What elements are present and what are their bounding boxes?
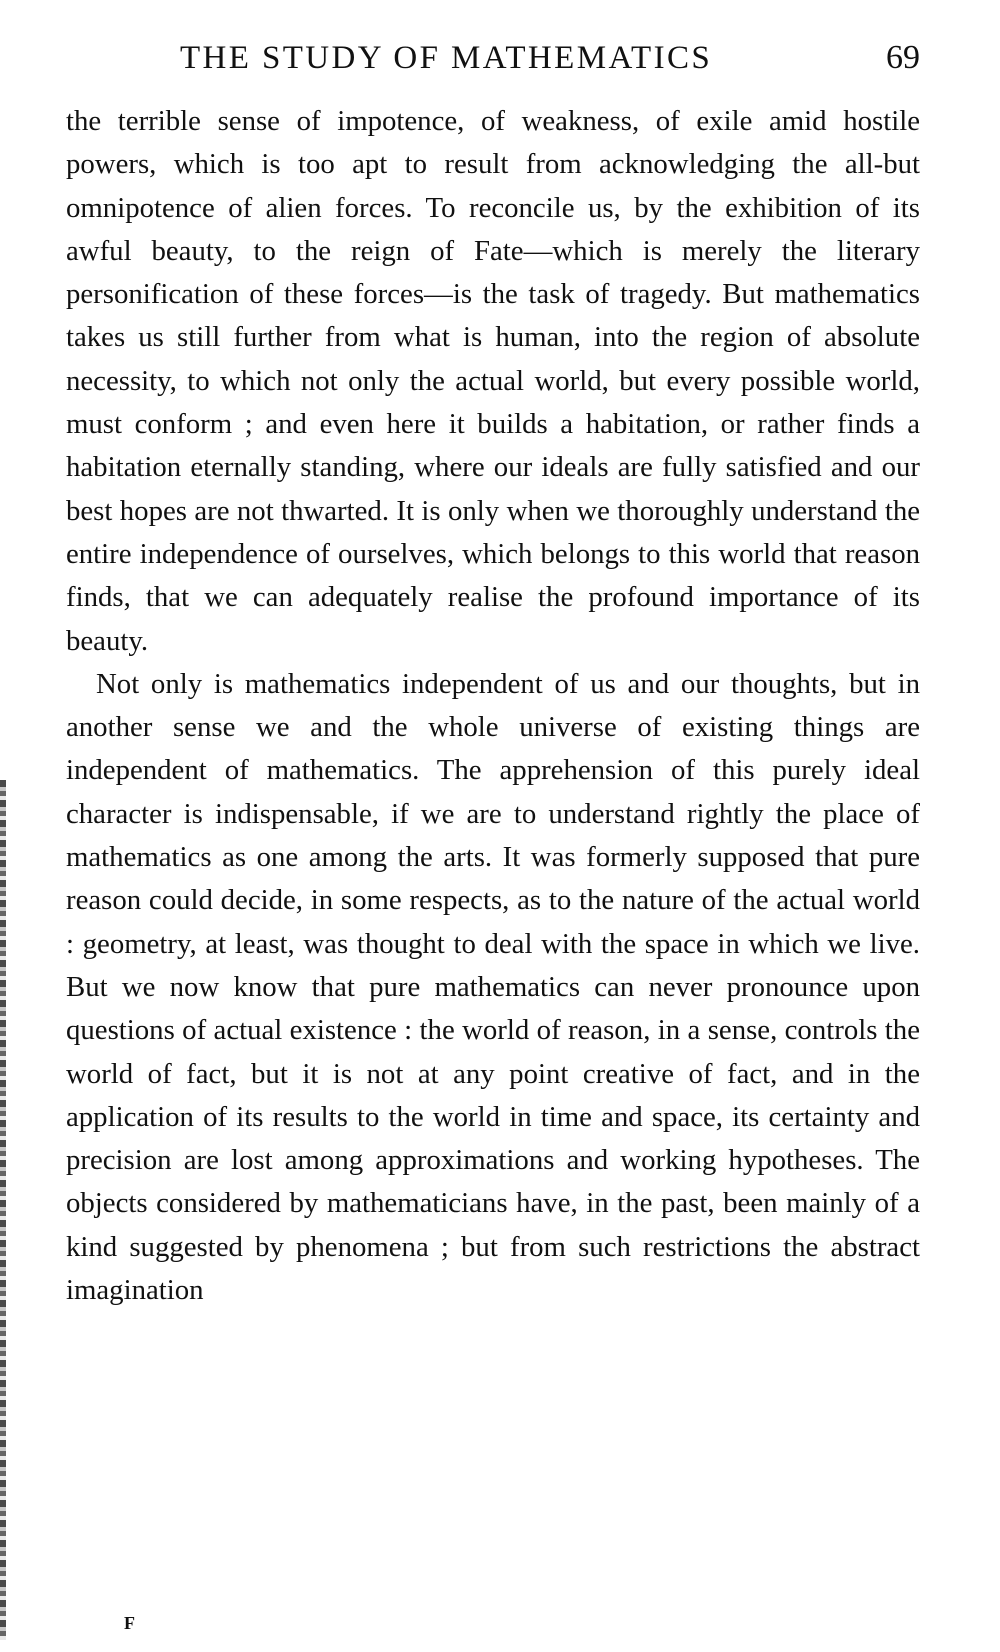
body-text bbox=[66, 100, 920, 1312]
page-number: 69 bbox=[886, 39, 920, 76]
paragraph-independence: Not only is mathematics independent of us and our thoughts, but in another sense we and the whole universe of existing things are independent of mathematics. The apprehension of this purely ideal character is indispensable, if we are to understand rightly the place of mathematics as one among the arts. It was formerly supposed that pure reason could decide, in some respects, as to the nature of the actual world : geometry, at least, was thought to deal with the space in which we live. But we now know that pure mathematics can never pronounce upon questions of actual existence : the world of reason, in a sense, controls the world of fact, but it is not at any point creative of fact, and in the application of its results to the world in time and space, its certainty and precision are lost among approximations and working hypotheses. The objects considered by mathematicians have, in the past, been mainly of a kind suggested by phenomena ; but from such restrictions the abstract imagination bbox=[66, 667, 920, 1307]
running-title: THE STUDY OF MATHEMATICS bbox=[180, 40, 713, 76]
paragraph-continued: the terrible sense of impotence, of weakness, of exile amid hostile powers, which is too apt to result from acknowledging the all-but omnipotence of alien forces. To reconcile us, by the exhibition of its awful beauty, to the reign of Fate—which is merely the literary personification of these forces—is the task of tragedy. But mathematics takes us still further from what is human, into the region of absolute necessity, to which not only the actual world, but every possible world, must conform ; and even here it builds a habitation, or rather finds a habitation eternally standing, where our ideals are fully satisfied and our best hopes are not thwarted. It is only when we thoroughly understand the entire independence of ourselves, which belongs to this world that reason finds, that we can adequately realise the profound importance of its beauty. bbox=[66, 105, 920, 657]
signature-mark: F bbox=[124, 1613, 135, 1633]
page-binding-edge bbox=[0, 780, 6, 1640]
page-header bbox=[180, 36, 920, 80]
